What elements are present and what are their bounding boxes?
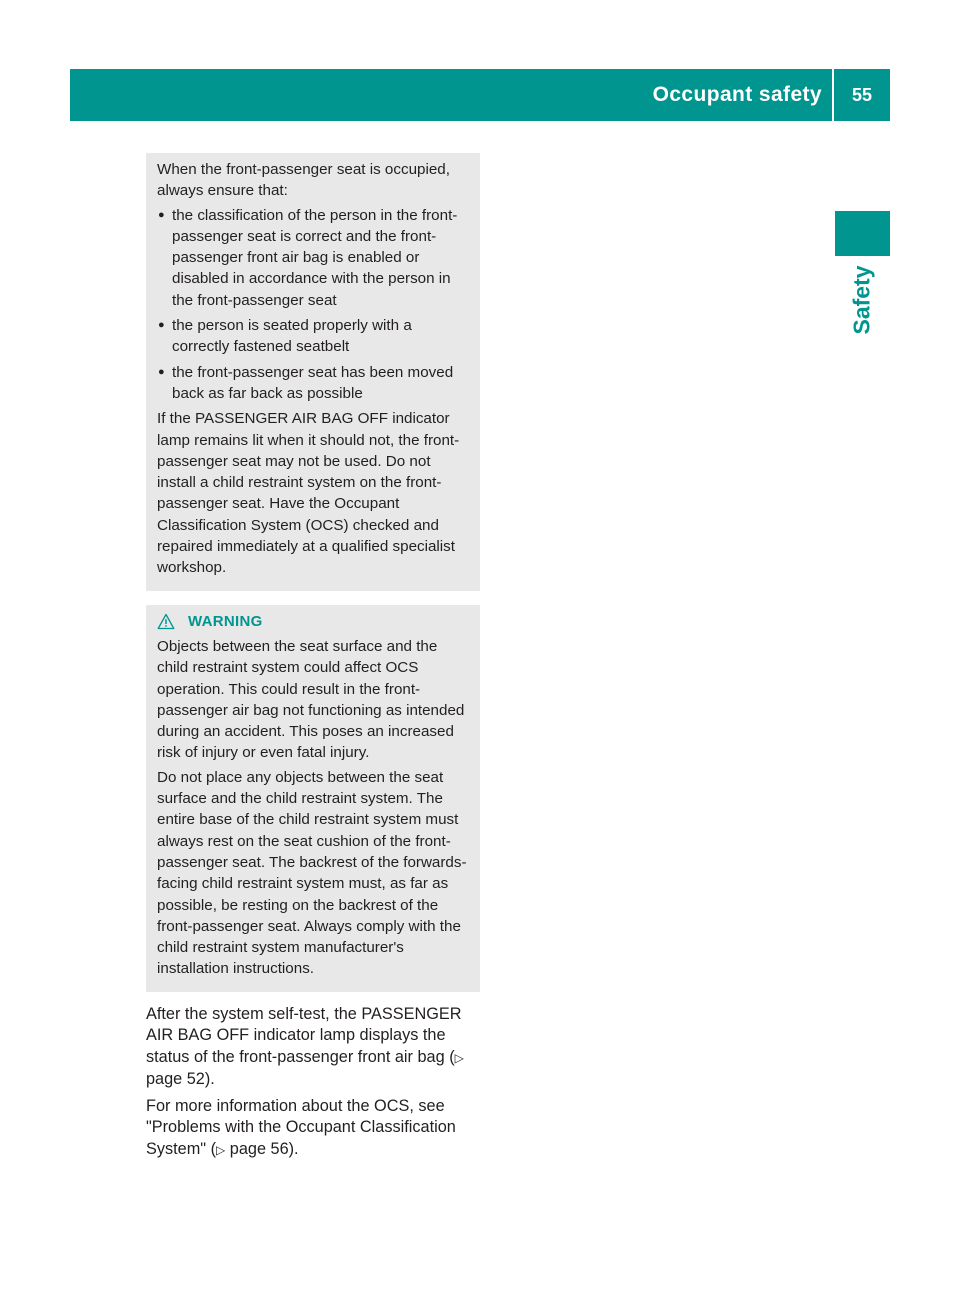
page-reference-link[interactable]: page 52). [146, 1070, 215, 1089]
warning-heading [157, 611, 469, 632]
body-paragraph-text: For more information about the OCS, see "Problems with the Occupant Classification System" [146, 1096, 456, 1158]
page-number: 55 [851, 84, 873, 105]
info-note: If the PASSENGER AIR BAG OFF indicator lamp remains lit when it should not, the front-passenger seat may not be used. Do not install a child restraint system on the front-passenger seat. Have the Occupant Classification System (OCS) checked and repaired immediately at a qualified specialist workshop. [157, 410, 460, 577]
page-reference-link[interactable]: page 56). [229, 1139, 299, 1158]
list-item [157, 205, 469, 311]
main-column [146, 153, 480, 1166]
page-header [70, 69, 890, 121]
page-reference-icon: ▷ [216, 1142, 226, 1157]
body-paragraph-text: After the system self-test, the PASSENGER AIR BAG OFF indicator lamp displays the status of the front-passenger front air bag [146, 1004, 462, 1066]
info-intro: When the front-passenger seat is occupied, always ensure that: [157, 161, 450, 200]
list-item-text: the classification of the person in the front-passenger seat is correct and the front-passenger front air bag is enabled or disabled in accordance with the person in the front-passenger seat [172, 206, 458, 309]
list-item-text: the front-passenger seat has been moved back as far back as possible [172, 363, 454, 402]
info-bullet-list [157, 205, 469, 405]
warning-paragraph: Do not place any objects between the seat surface and the child restraint system. The entire base of the child restraint system must always rest on the seat cushion of the front-passenger seat. The backrest of the forwards-facing child restraint system must, as far as possible, be resting on the backrest of the front-passenger seat. Always comply with the child restraint system manufacturer's installation instructions. [157, 768, 467, 978]
chapter-tab [835, 211, 890, 256]
warning-box [146, 605, 480, 992]
bullet-icon: ● [158, 319, 165, 332]
list-item [157, 315, 469, 358]
page-reference-icon: ▷ [454, 1050, 464, 1065]
warning-triangle-icon [157, 613, 175, 630]
body-text [146, 1004, 486, 1162]
info-box [146, 153, 480, 591]
body-paragraph: After the system self-test, the PASSENGER AIR BAG OFF indicator lamp displays the status of the front-passenger front air bag (▷ page 52). [146, 1004, 464, 1089]
list-item [157, 362, 469, 405]
section-title: Occupant safety [652, 83, 822, 106]
warning-label: WARNING [188, 612, 263, 630]
chapter-label: Safety [848, 265, 875, 335]
body-paragraph: For more information about the OCS, see "Problems with the Occupant Classification System" (▷ page 56). [146, 1096, 456, 1158]
warning-paragraph: Objects between the seat surface and the child restraint system could affect OCS operation. This could result in the front-passenger air bag not functioning as intended during an accident. This poses an increased risk of injury or even fatal injury. [157, 637, 465, 762]
list-item-text: the person is seated properly with a correctly fastened seatbelt [172, 317, 412, 356]
bullet-icon: ● [158, 365, 165, 378]
bullet-icon: ● [158, 208, 165, 221]
